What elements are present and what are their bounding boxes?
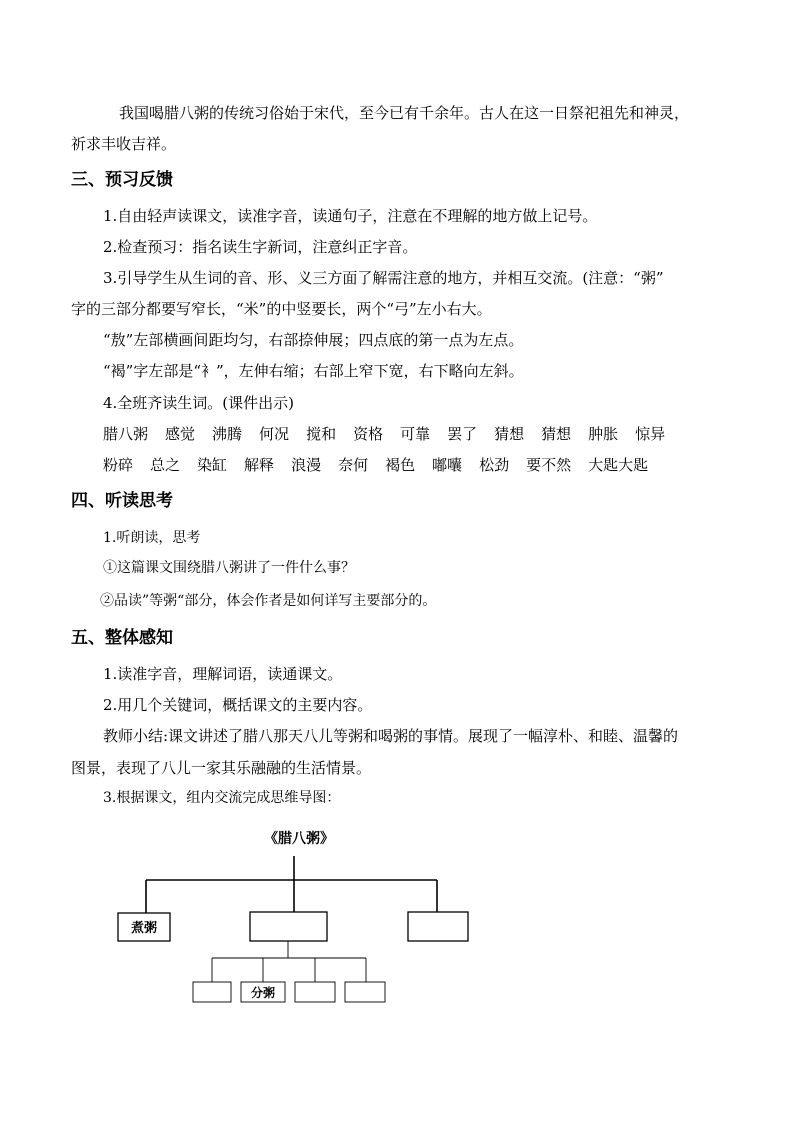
section-3-item-4: 4.全班齐读生词。(课件出示) (103, 394, 295, 412)
vocab-word: 腊八粥 (103, 425, 149, 443)
mind-map-node-right (408, 912, 468, 941)
section-3-item-3-line-1: 3.引导学生从生词的音、形、义三方面了解需注意的地方，并相互交流。(注意：“粥” (103, 269, 664, 287)
vocab-word: 搅和 (306, 425, 337, 443)
intro-line-2: 祈求丰收吉祥。 (71, 135, 177, 153)
vocab-word: 惊异 (635, 425, 666, 443)
vocab-word: 猜想 (494, 425, 525, 443)
node-label: 煮粥 (130, 921, 158, 936)
mind-map-sub-connectors (212, 941, 366, 982)
vocab-word: 感觉 (165, 425, 196, 443)
vocab-word: 猜想 (541, 425, 572, 443)
section-4-item-1: 1.听朗读，思考 (103, 530, 201, 546)
note-ao: “敖”左部横画间距均匀，右部捺伸展；四点底的第一点为左点。 (103, 331, 524, 349)
vocab-word: 资格 (353, 425, 384, 443)
node-label: 分粥 (250, 986, 276, 1000)
section-5-item-3: 3.根据课文，组内交流完成思维导图： (103, 790, 341, 806)
vocab-word: 松劲 (479, 456, 510, 474)
section-5-heading: 五、整体感知 (71, 628, 173, 648)
vocab-word: 奈何 (338, 456, 369, 474)
vocab-word: 沸腾 (212, 425, 243, 443)
section-3-item-3-line-2: 字的三部分都要写窄长，“米”的中竖要长，两个“弓”左小右大。 (71, 300, 492, 318)
vocab-word: 罢了 (447, 425, 478, 443)
teacher-summary-line-1: 教师小结:课文讲述了腊八那天八儿等粥和喝粥的事情。展现了一幅淳朴、和睦、温馨的 (103, 727, 679, 745)
note-he: “褐”字左部是“衤”，左伸右缩；右部上窄下宽，右下略向左斜。 (103, 362, 524, 380)
section-3-heading: 三、预习反馈 (71, 170, 173, 190)
section-5-item-1: 1.读准字音，理解词语，读通课文。 (103, 665, 343, 683)
vocab-word: 肿胀 (588, 425, 619, 443)
vocab-word: 总之 (150, 456, 181, 474)
vocab-word: 浪漫 (291, 456, 322, 474)
vocab-word: 粉碎 (103, 456, 134, 474)
intro-line-1: 我国喝腊八粥的传统习俗始于宋代，至今已有千余年。古人在这一日祭祀祖先和神灵， (119, 104, 690, 122)
section-3-item-1: 1.自由轻声读课文，读准字音，读通句子，注意在不理解的地方做上记号。 (103, 207, 598, 225)
section-4-heading: 四、听读思考 (71, 491, 173, 511)
section-5-item-2: 2.用几个关键词，概括课文的主要内容。 (103, 696, 373, 714)
mind-map-sub-node (295, 982, 335, 1002)
question-2: ②品读”等粥“部分，体会作者是如何详写主要部分的。 (100, 593, 437, 609)
mind-map-node-center (250, 912, 327, 941)
question-1: ①这篇课文围绕腊八粥讲了一件什么事？ (103, 560, 355, 576)
mind-map-connectors (146, 856, 437, 913)
section-3-item-2: 2.检查预习：指名读生字新词，注意纠正字音。 (103, 238, 418, 256)
mind-map-sub-node (193, 982, 231, 1002)
vocab-word: 何况 (259, 425, 290, 443)
vocab-word: 染缸 (197, 456, 228, 474)
teacher-summary-line-2: 图景，表现了八儿一家其乐融融的生活情景。 (71, 759, 372, 777)
mind-map-sub-node (241, 982, 285, 1002)
vocab-word: 可靠 (400, 425, 431, 443)
vocab-word: 褐色 (385, 456, 416, 474)
vocab-word: 嘟囔 (432, 456, 463, 474)
mind-map-title: 《腊八粥》 (264, 831, 334, 847)
vocab-word: 要不然 (526, 456, 572, 474)
vocab-word: 解释 (244, 456, 275, 474)
mind-map-node-left (118, 913, 170, 941)
vocab-word: 大匙大匙 (588, 456, 649, 474)
mind-map-sub-node (345, 982, 385, 1002)
